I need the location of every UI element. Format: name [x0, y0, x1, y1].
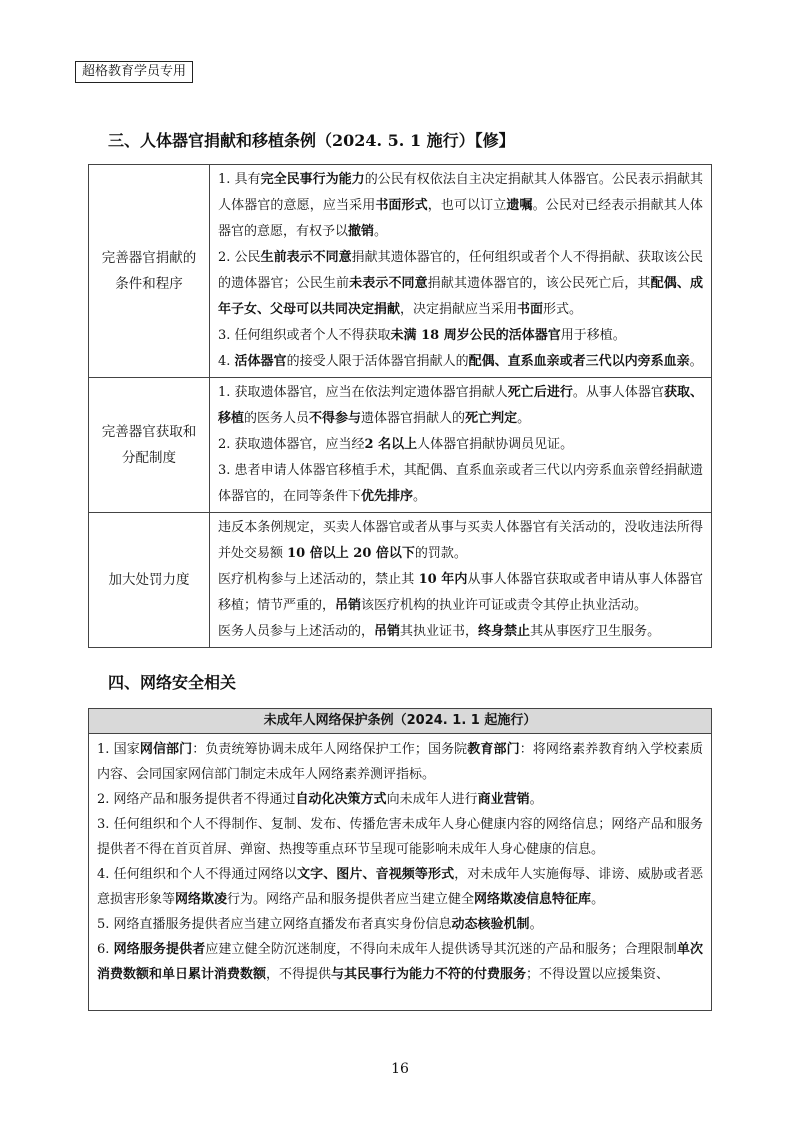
list-item	[97, 737, 703, 787]
row-items	[210, 378, 712, 513]
list-item	[218, 432, 703, 458]
text-segment: 其执业证书，	[400, 624, 479, 639]
emphasis-text: 网络服务提供者	[113, 942, 206, 957]
text-segment: 。	[413, 489, 427, 504]
emphasis-text: 网络欺凌	[175, 892, 228, 907]
list-item	[218, 323, 703, 349]
text-segment: 从事人体器官获取或者申请从事人体器官移植；情节严重的，	[218, 572, 703, 613]
row-category	[89, 165, 210, 378]
text-segment: ，也可以订立	[427, 198, 507, 213]
text-segment: ，决定捐献应当采用	[400, 302, 518, 317]
table-row	[89, 165, 712, 378]
header-stamp: 超格教育学员专用	[75, 61, 193, 83]
text-segment: ，不得提供	[266, 967, 332, 982]
emphasis-text: 活体器官	[234, 354, 287, 369]
text-segment: 2. 网络产品和服务提供者不得通过	[97, 792, 296, 807]
list-item	[218, 245, 703, 323]
text-segment: 2. 公民	[218, 250, 261, 265]
emphasis-text: 配偶、直系血亲或者三代以内旁系血亲	[468, 354, 690, 369]
list-item	[97, 937, 703, 987]
text-segment: 遗体器官捐献人的	[361, 411, 466, 426]
text-segment: 违反本条例规定，买卖人体器官或者从事与买卖人体器官有关活动的，没收违法所得并处交易额	[218, 520, 703, 561]
emphasis-text: 死亡判定	[465, 411, 518, 426]
text-segment: 。从事人体器官	[572, 385, 664, 400]
text-segment: 1. 国家	[97, 742, 140, 757]
emphasis-text: 动态核验机制	[451, 917, 530, 932]
list-item	[97, 912, 703, 937]
emphasis-text: 2 名以上	[364, 437, 418, 452]
table-row	[89, 378, 712, 513]
text-segment: 应建立健全防沉迷制度，不得向未成年人提供诱导其沉迷的产品和服务；合理限制	[205, 942, 677, 957]
emphasis-text: 吊销	[335, 598, 362, 613]
category-line: 条件和程序	[115, 276, 183, 292]
list-item	[218, 567, 703, 619]
list-item	[97, 862, 703, 912]
emphasis-text: 优先排序	[361, 489, 414, 504]
text-segment: 。	[374, 224, 388, 239]
emphasis-text: 遗嘱	[506, 198, 533, 213]
text-segment: 5. 网络直播服务提供者应当建立网络直播发布者真实身份信息	[97, 917, 452, 932]
category-line: 加大处罚力度	[108, 572, 190, 588]
text-segment: 1. 具有	[218, 172, 261, 187]
text-segment: 。	[529, 917, 543, 932]
emphasis-text: 10 年内	[418, 572, 468, 587]
text-segment: 。	[529, 792, 543, 807]
page-number: 16	[391, 1061, 409, 1077]
organ-donation-table	[88, 164, 712, 648]
text-segment: 医疗机构参与上述活动的，禁止其	[218, 572, 419, 587]
text-segment: ，对未成年人实施侮辱、诽谤、威胁或者恶意损害形象等	[97, 867, 703, 907]
row-items	[210, 513, 712, 648]
emphasis-text: 配偶、成年子女、父母可以共同决定捐献	[218, 276, 703, 317]
emphasis-text: 死亡后进行	[507, 385, 573, 400]
table-row	[89, 513, 712, 648]
row-category	[89, 378, 210, 513]
text-segment: 。公民对已经表示捐献其人体器官的意愿，有权予以	[218, 198, 703, 239]
text-segment: 4. 任何组织和个人不得通过网络以	[97, 867, 298, 882]
text-segment: 1. 获取遗体器官，应当在依法判定遗体器官捐献人	[218, 385, 508, 400]
emphasis-text: 网络欺凌信息特征库	[474, 892, 592, 907]
text-segment: 其从事医疗卫生服务。	[530, 624, 661, 639]
emphasis-text: 完全民事行为能力	[260, 172, 365, 187]
text-segment: 的医务人员	[244, 411, 310, 426]
text-segment: 形式。	[543, 302, 583, 317]
emphasis-text: 吊销	[374, 624, 401, 639]
row-category	[89, 513, 210, 648]
text-segment: 4.	[218, 354, 235, 369]
emphasis-text: 自动化决策方式	[295, 792, 387, 807]
text-segment: ：将网络素养教育纳入学校素质内容、会同国家网信部门制定未成年人网络素养测评指标。	[97, 742, 703, 782]
emphasis-text: 教育部门	[467, 742, 520, 757]
emphasis-text: 撤销	[348, 224, 375, 239]
text-segment: 。	[689, 354, 703, 369]
emphasis-text: 10 倍以上 20 倍以下	[287, 546, 415, 561]
text-segment: 行为。网络产品和服务提供者应当建立健全	[227, 892, 475, 907]
table-body	[89, 734, 711, 987]
emphasis-text: 终身禁止	[478, 624, 531, 639]
emphasis-text: 单次消费数额和单日累计消费数额	[97, 942, 703, 982]
emphasis-text: 不得参与	[309, 411, 362, 426]
text-segment: 捐献其遗体器官的，任何组织或者个人不得捐献、获取该公民的遗体器官；公民生前	[218, 250, 703, 291]
emphasis-text: 与其民事行为能力不符的付费服务	[331, 967, 527, 982]
emphasis-text: 文字、图片、音视频等形式	[297, 867, 455, 882]
text-segment: 的接受人限于活体器官捐献人的	[286, 354, 469, 369]
text-segment: 医务人员参与上述活动的，	[218, 624, 375, 639]
text-segment: 向未成年人进行	[386, 792, 478, 807]
text-segment: 6.	[97, 942, 114, 957]
emphasis-text: 未满 18 周岁公民的活体器官	[390, 328, 561, 343]
text-segment: 3. 患者申请人体器官移植手术，其配偶、直系血亲或者三代以内旁系血亲曾经捐献遗体器官的，在同等条件下	[218, 463, 703, 504]
text-segment: 2. 获取遗体器官，应当经	[218, 437, 365, 452]
text-segment: 3. 任何组织或者个人不得获取	[218, 328, 391, 343]
text-segment: 。	[591, 892, 605, 907]
section-4-title: 四、网络安全相关	[108, 673, 237, 692]
emphasis-text: 书面	[517, 302, 544, 317]
emphasis-text: 网信部门	[139, 742, 193, 757]
category-line: 完善器官捐献的	[101, 250, 197, 266]
list-item	[97, 787, 703, 812]
text-segment: 该医疗机构的执业许可证或责令其停止执业活动。	[361, 598, 648, 613]
text-segment: 捐献其遗体器官的，该公民死亡后，其	[427, 276, 651, 291]
text-segment: 3. 任何组织和个人不得制作、复制、发布、传播危害未成年人身心健康内容的网络信息；网络产品和服务提供者不得在首页首屏、弹窗、热搜等重点环节呈现可能影响未成年人身心健康的信息。	[97, 817, 703, 857]
text-segment: ：负责统筹协调未成年人网络保护工作；国务院	[192, 742, 468, 757]
list-item	[218, 515, 703, 567]
emphasis-text: 书面形式	[375, 198, 428, 213]
text-segment: 人体器官捐献协调员见证。	[417, 437, 574, 452]
emphasis-text: 商业营销	[477, 792, 530, 807]
text-segment: 用于移植。	[560, 328, 626, 343]
text-segment: ；不得设置以应援集资、	[526, 967, 670, 982]
section-3-title: 三、人体器官捐献和移植条例（2024. 5. 1 施行）【修】	[108, 131, 515, 150]
category-line: 分配制度	[122, 450, 176, 466]
table-header: 未成年人网络保护条例（2024. 1. 1 起施行）	[89, 709, 711, 734]
list-item	[218, 167, 703, 245]
category-line: 完善器官获取和	[101, 424, 197, 440]
text-segment: 。	[517, 411, 531, 426]
emphasis-text: 获取、移植	[218, 385, 703, 426]
list-item	[218, 458, 703, 510]
emphasis-text: 未表示不同意	[349, 276, 428, 291]
text-segment: 的罚款。	[414, 546, 467, 561]
list-item	[218, 349, 703, 375]
emphasis-text: 生前表示不同意	[260, 250, 352, 265]
minor-network-protection-table	[88, 708, 712, 1011]
text-segment: 的公民有权依法自主决定捐献其人体器官。公民表示捐献其人体器官的意愿，应当采用	[218, 172, 703, 213]
list-item	[97, 812, 703, 862]
row-items	[210, 165, 712, 378]
list-item	[218, 380, 703, 432]
list-item	[218, 619, 703, 645]
